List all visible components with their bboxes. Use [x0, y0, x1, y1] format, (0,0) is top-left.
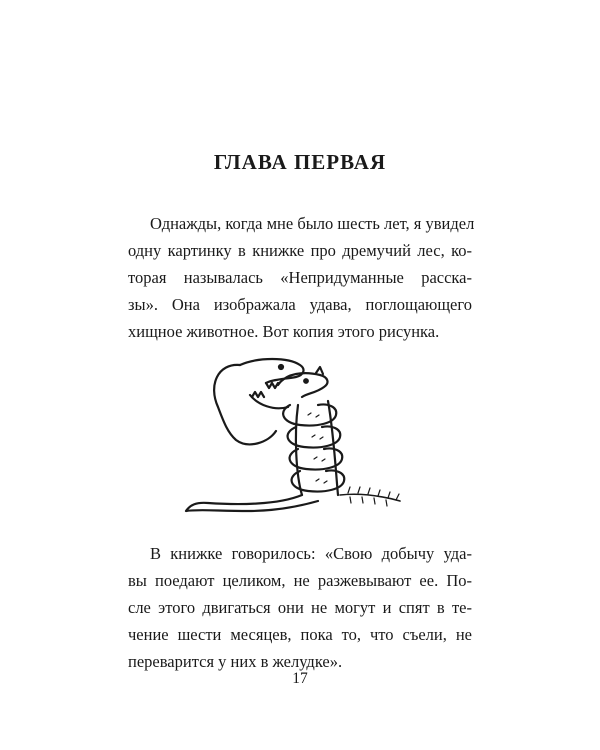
paragraph-2 — [128, 540, 472, 675]
snake-tail — [186, 495, 318, 511]
text-line: В книжке говорилось: «Свою добычу уда- — [150, 544, 472, 563]
paragraph-1 — [128, 210, 475, 345]
text-line: чение шести месяцев, пока то, что съели, не — [128, 625, 472, 644]
snake-eye — [279, 365, 283, 369]
animal-tail — [340, 494, 400, 501]
snake-head-outline — [214, 365, 276, 444]
text-line: сле этого двигаться они не могут и спят в те- — [128, 598, 472, 617]
text-line: переварится у них в желудке». — [128, 652, 343, 671]
animal-ear — [316, 367, 323, 374]
text-line: вы поедают целиком, не разжевывают ее. По- — [128, 571, 472, 590]
animal-head — [278, 373, 327, 397]
snake-teeth — [252, 383, 278, 397]
snake-jaw-lower — [250, 395, 288, 408]
text-line: одну картинку в книжке про дремучий лес, ко- — [128, 241, 472, 260]
text-line: Однажды, когда мне было шесть лет, я увидел — [150, 214, 475, 233]
snake-jaw-upper — [240, 359, 303, 383]
text-line: торая называлась «Непридуманные расска- — [128, 268, 472, 287]
text-line: зы». Она изображала удава, поглощающего — [128, 295, 472, 314]
animal-tail-fur — [348, 487, 399, 506]
text-line: хищное животное. Вот копия этого рисунка. — [128, 322, 440, 341]
snake-body-left — [296, 405, 302, 495]
chapter-title: ГЛАВА ПЕРВАЯ — [213, 150, 387, 174]
page-number: 17 — [292, 670, 308, 687]
boa-drawing-icon — [178, 345, 428, 525]
animal-eye — [304, 379, 308, 383]
